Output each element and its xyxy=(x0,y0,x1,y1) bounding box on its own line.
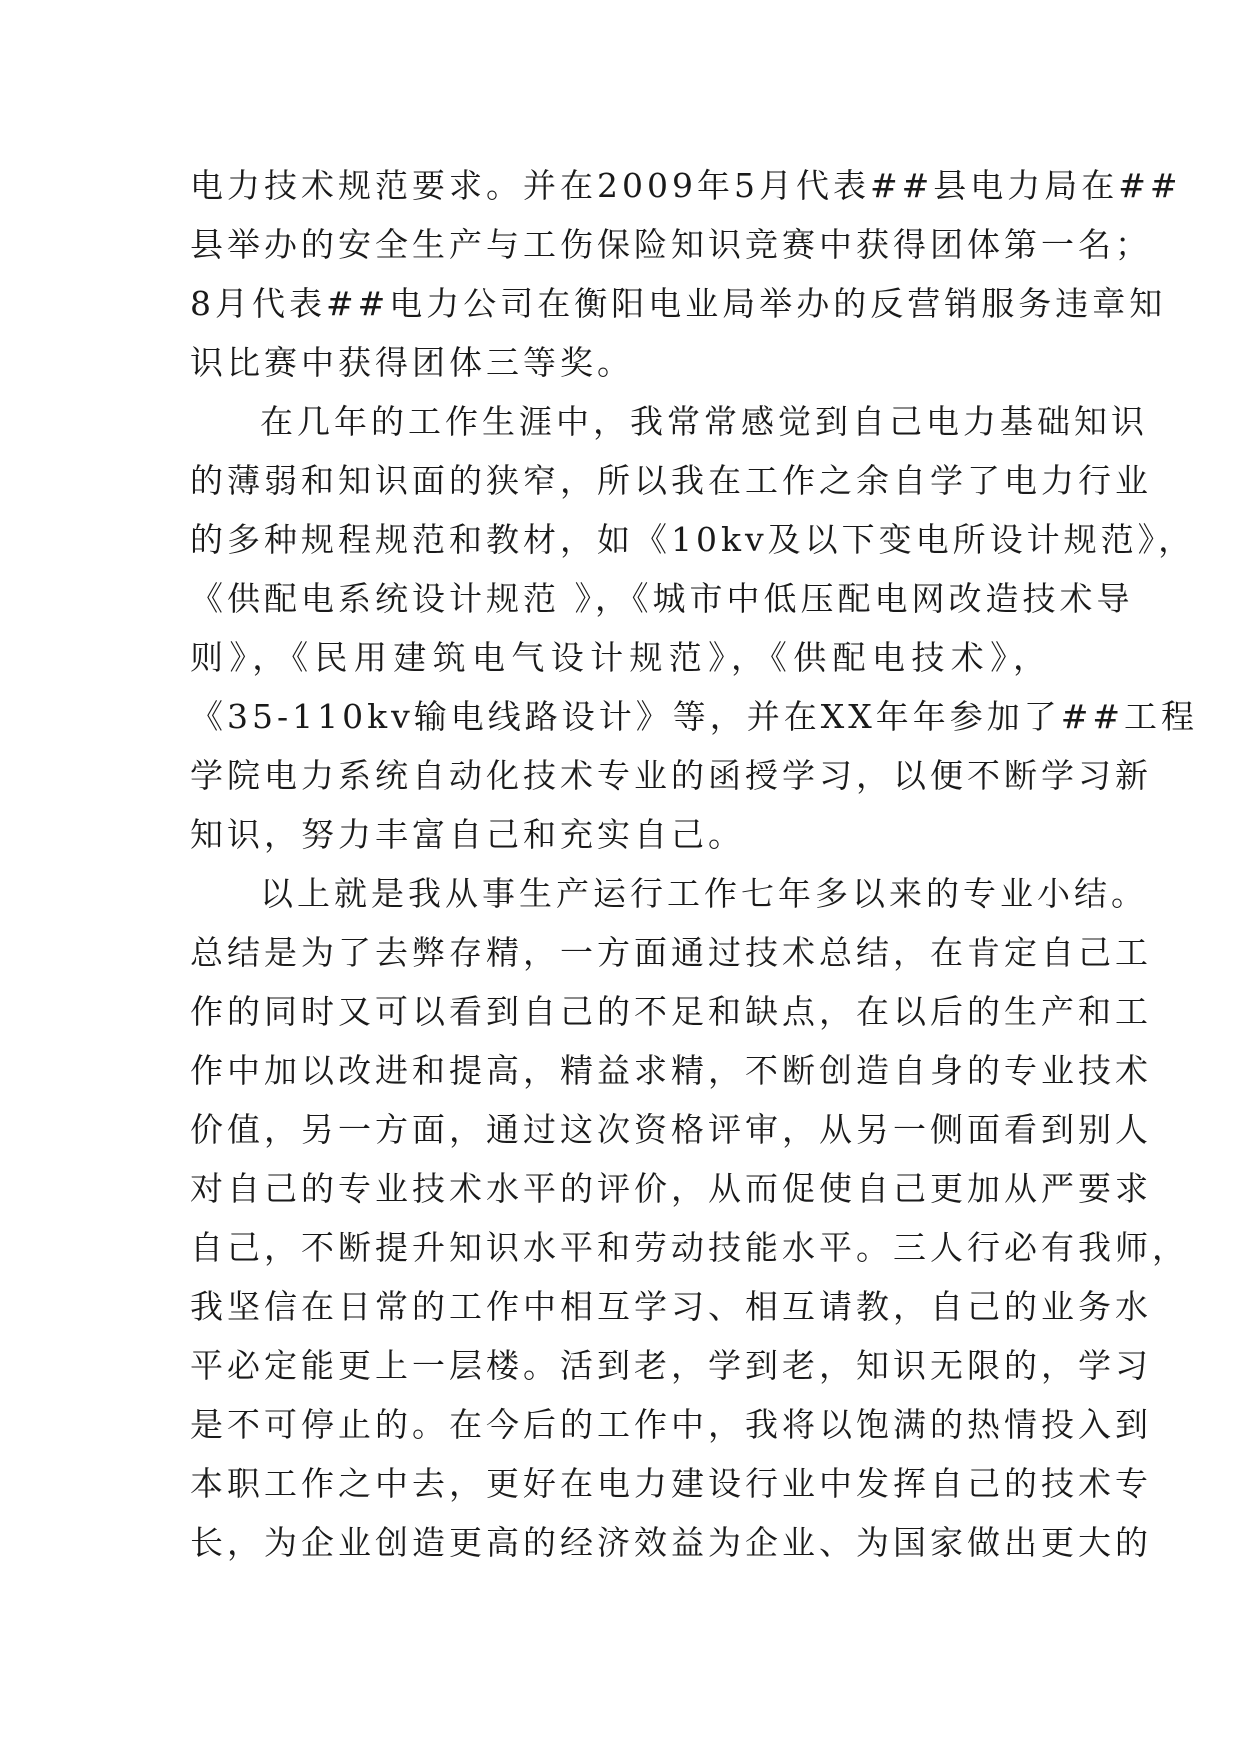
text-line: 县举办的安全生产与工伤保险知识竞赛中获得团体第一名； xyxy=(190,225,1152,264)
text-line: 电力技术规范要求。并在2009年5月代表##县电力局在## xyxy=(190,166,1182,205)
text-line: 的多种规程规范和教材，如《10kv及以下变电所设计规范》， xyxy=(190,520,1196,559)
paragraph-1 xyxy=(190,156,1182,392)
paragraph-2 xyxy=(190,392,1199,864)
text-line: 识比赛中获得团体三等奖。 xyxy=(190,343,634,382)
text-line: 《供配电系统设计规范 》，《城市中低压配电网改造技术导 xyxy=(190,579,1134,618)
text-line: 平必定能更上一层楼。活到老，学到老，知识无限的，学习 xyxy=(190,1346,1152,1385)
text-line: 则》，《民用建筑电气设计规范》，《供配电技术》， xyxy=(190,638,1050,677)
text-line: 作的同时又可以看到自己的不足和缺点，在以后的生产和工 xyxy=(190,992,1152,1031)
text-line: 我坚信在日常的工作中相互学习、相互请教，自己的业务水 xyxy=(190,1287,1152,1326)
text-line: 本职工作之中去，更好在电力建设行业中发挥自己的技术专 xyxy=(190,1464,1152,1503)
text-line: 的薄弱和知识面的狭窄，所以我在工作之余自学了电力行业 xyxy=(190,461,1152,500)
document-body xyxy=(190,156,1199,1572)
text-line: 以上就是我从事生产运行工作七年多以来的专业小结。 xyxy=(260,874,1148,913)
text-line: 作中加以改进和提高，精益求精，不断创造自身的专业技术 xyxy=(190,1051,1152,1090)
text-line: 价值，另一方面，通过这次资格评审，从另一侧面看到别人 xyxy=(190,1110,1152,1149)
text-line: 在几年的工作生涯中，我常常感觉到自己电力基础知识 xyxy=(260,402,1148,441)
text-line: 《35-110kv输电线路设计》等，并在XX年年参加了##工程 xyxy=(190,697,1199,736)
text-line: 是不可停止的。在今后的工作中，我将以饱满的热情投入到 xyxy=(190,1405,1152,1444)
text-line: 知识，努力丰富自己和充实自己。 xyxy=(190,815,745,854)
text-line: 自己，不断提升知识水平和劳动技能水平。三人行必有我师， xyxy=(190,1228,1189,1267)
text-line: 学院电力系统自动化技术专业的函授学习，以便不断学习新 xyxy=(190,756,1152,795)
text-line: 总结是为了去弊存精，一方面通过技术总结，在肯定自己工 xyxy=(190,933,1152,972)
paragraph-3 xyxy=(190,864,1189,1572)
text-line: 长，为企业创造更高的经济效益为企业、为国家做出更大的 xyxy=(190,1523,1152,1562)
text-line: 8月代表##电力公司在衡阳电业局举办的反营销服务违章知 xyxy=(190,284,1167,323)
text-line: 对自己的专业技术水平的评价，从而促使自己更加从严要求 xyxy=(190,1169,1152,1208)
